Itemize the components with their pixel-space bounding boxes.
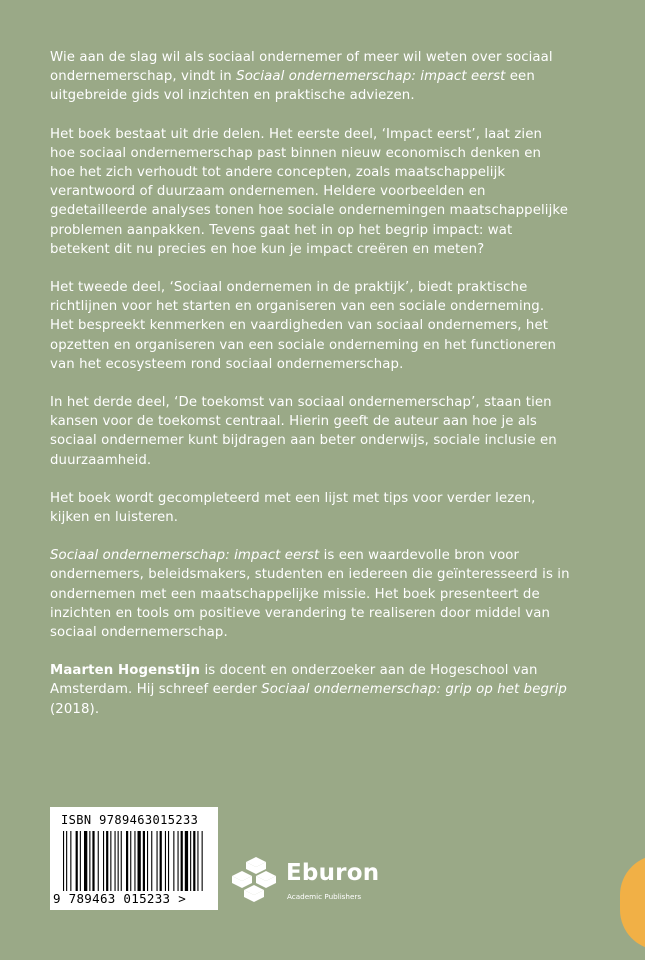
author-name: Maarten Hogenstijn [50, 663, 201, 679]
author-bio [50, 661, 570, 719]
text-run: is een waardevolle bron voor ondernemers, beleidsmakers, studenten en iedereen die geïnteresseerd is in ondernemen met een maatschappelijke missie. Het boek presenteert de inzichten en tools om positieve verandering te realiseren door middel van sociaal ondernemerschap. [50, 548, 570, 641]
paragraph [50, 125, 570, 259]
publisher-name: Eburon [286, 860, 380, 886]
text-run: Het tweede deel, ‘Sociaal ondernemen in de praktijk’, biedt praktische richtlijnen voor het starten en organiseren van een sociale onderneming. Het bespreekt kenmerken en vaardigheden van sociaal ondernemers, het opzetten en organiseren van een sociale onderneming en het functioneren van het ecosysteem rond sociaal ondernemerschap. [50, 280, 557, 372]
isbn-digits: 9 789463 015233 > [53, 891, 187, 906]
isbn-label: ISBN 9789463015233 [61, 813, 199, 827]
isbn-barcode [50, 807, 218, 910]
text-run: Het boek wordt gecompleteerd met een lijst met tips voor verder lezen, kijken en luisteren. [50, 490, 536, 526]
text-run: een uitgebreide gids vol inzichten en praktische adviezen. [50, 69, 535, 104]
paragraph [50, 546, 570, 642]
eburon-mark-icon [226, 856, 282, 912]
paragraph [50, 48, 570, 106]
book-title: Sociaal ondernemerschap: impact eerst [236, 69, 506, 85]
text-run: Wie aan de slag wil als sociaal ondernemer of meer wil weten over sociaal ondernemerschap, vindt in [50, 50, 553, 85]
text-run: (2018). [50, 701, 100, 717]
paragraph [50, 393, 570, 470]
text-run: is docent en onderzoeker aan de Hogeschool van Amsterdam. Hij schreef eerder [50, 663, 538, 698]
paragraph [50, 489, 570, 527]
paragraph [50, 278, 570, 374]
text-run: In het derde deel, ‘De toekomst van sociaal ondernemerschap’, staan tien kansen voor de toekomst centraal. Hierin geeft de auteur aan hoe je als sociaal ondernemer kunt bijdragen aan beter onderwijs, sociale inclusie en duurzaamheid. [50, 395, 557, 468]
accent-shape [620, 855, 645, 950]
publisher-tagline: Academic Publishers [287, 892, 362, 901]
book-title: Sociaal ondernemerschap: grip op het begrip [261, 682, 567, 698]
book-title: Sociaal ondernemerschap: impact eerst [50, 548, 320, 564]
text-run: Het boek bestaat uit drie delen. Het eerste deel, ‘Impact eerst’, laat zien hoe sociaal ondernemerschap past binnen nieuw economisch denken en hoe het zich verhoudt tot andere concepten, zoals maatschappelijk verantwoord of duurzaam ondernemen. Heldere voorbeelden en gedetailleerde analyses tonen hoe sociale ondernemingen maatschappelijke problemen aanpakken. Tevens gaat het in op het begrip impact: wat betekent dit nu precies en hoe kun je impact creëren en meten? [50, 126, 568, 257]
publisher-logo [226, 856, 391, 916]
back-cover-text [50, 48, 570, 738]
barcode-bars [63, 831, 209, 891]
